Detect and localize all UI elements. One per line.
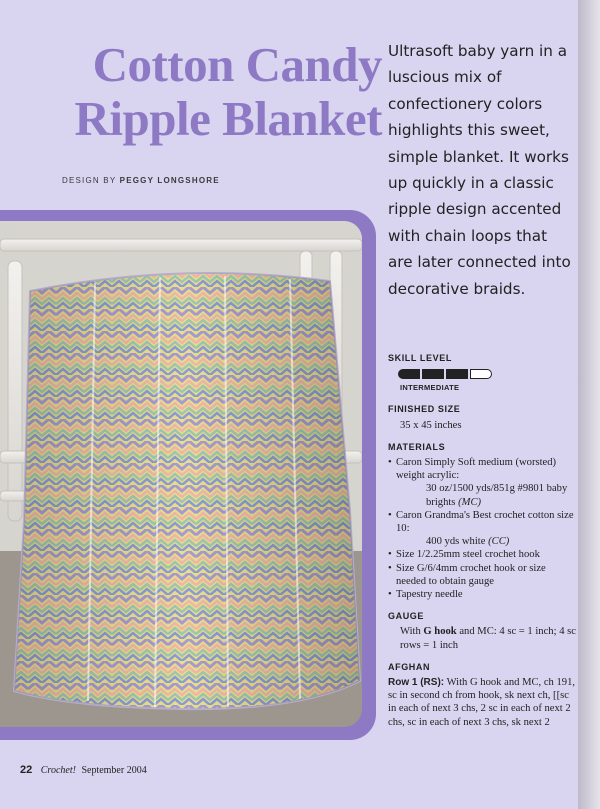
page-number: 22 xyxy=(20,764,33,776)
materials-item xyxy=(388,509,578,549)
blanket-photo xyxy=(0,221,362,727)
page-footer xyxy=(20,764,147,776)
skill-level-heading: SKILL LEVEL xyxy=(388,353,452,363)
skill-segment xyxy=(422,369,444,379)
gauge-hook: G hook xyxy=(423,626,457,638)
gauge-heading: GAUGE xyxy=(388,611,425,622)
finished-size-value: 35 x 45 inches xyxy=(400,419,462,431)
materials-item xyxy=(388,456,578,509)
afghan-heading: AFGHAN xyxy=(388,661,431,672)
title-line-2: Ripple Blanket xyxy=(74,91,382,146)
materials-item: • Size G/6/4mm crochet hook or size needed to obtain gauge xyxy=(388,562,578,588)
designer-byline xyxy=(62,176,220,185)
blanket-illustration xyxy=(0,221,362,727)
material-tag: (MC) xyxy=(458,496,482,508)
skill-segment xyxy=(398,369,420,379)
materials-heading: MATERIALS xyxy=(388,441,446,452)
designer-name: PEGGY LONGSHORE xyxy=(119,176,220,185)
page-title xyxy=(22,38,382,146)
skill-level-meter xyxy=(398,369,578,379)
row-1-instruction xyxy=(388,676,578,729)
skill-segment xyxy=(446,369,468,379)
finished-size-heading: FINISHED SIZE xyxy=(388,404,461,415)
material-tag: (CC) xyxy=(488,536,510,548)
skill-level-label: INTERMEDIATE xyxy=(400,383,460,393)
skill-level-section xyxy=(388,352,578,394)
materials-section xyxy=(388,441,578,601)
row-1-text: With G hook and MC, ch 191, sc in second ch from hook, sk next ch, [[sc in each of next 3 chs, 2 sc in each of next 2 chs, sc in each of next 3 chs, sk next 2 xyxy=(388,677,576,728)
issue-date: September 2004 xyxy=(81,765,147,776)
finished-size-section xyxy=(388,403,578,431)
afghan-section xyxy=(388,661,578,729)
material-main: Caron Grandma's Best crochet cotton size 10: xyxy=(396,509,574,535)
gauge-text xyxy=(388,625,578,651)
title-line-1: Cotton Candy xyxy=(92,37,382,92)
gauge-detail: and MC: 4 sc = 1 inch; 4 sc rows = 1 inch xyxy=(400,626,576,651)
byline-prefix: DESIGN BY xyxy=(62,176,117,185)
materials-item: • Size 1/2.25mm steel crochet hook xyxy=(388,548,578,561)
gauge-pre: With xyxy=(400,626,421,638)
intro-paragraph: Ultrasoft baby yarn in a luscious mix of confectionery colors highlights this sweet, simple blanket. It works up quickly in a classic ripple design accented with chain loops that are later connected into decorative braids. xyxy=(388,42,571,298)
gauge-section xyxy=(388,610,578,652)
row-1-label: Row 1 (RS): xyxy=(388,677,445,689)
material-detail: 400 yds white xyxy=(426,536,486,548)
materials-item: • Tapestry needle xyxy=(388,588,578,601)
material-detail: 30 oz/1500 yds/851g #9801 baby brights xyxy=(426,483,568,508)
pattern-specs xyxy=(388,352,578,738)
material-main: Caron Simply Soft medium (worsted) weight acrylic: xyxy=(396,457,557,482)
materials-list xyxy=(388,456,578,601)
magazine-name: Crochet! xyxy=(40,765,76,776)
skill-segment xyxy=(470,369,492,379)
page-edge xyxy=(578,0,600,809)
